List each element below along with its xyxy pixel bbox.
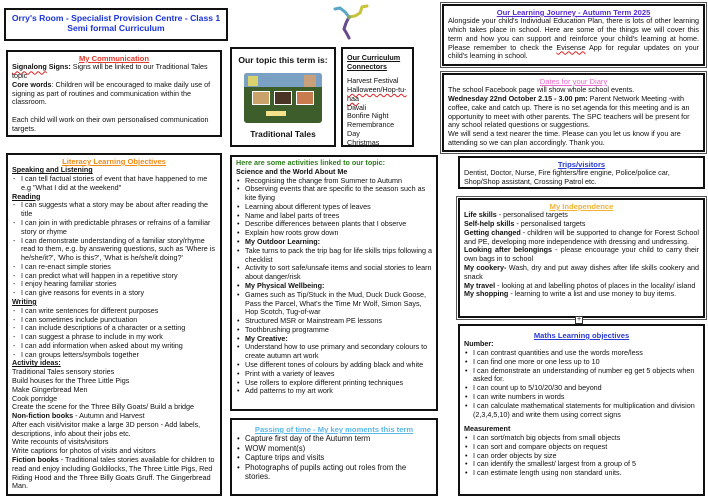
reading-heading: Reading [12, 191, 41, 201]
trips-text: Dentist, Doctor, Nurse, Fire fighters/fire engine, Police/police car, Shop/Shop assistant, Crossing Patrol etc. [464, 168, 670, 187]
list-item: • Name and label parts of trees [236, 212, 432, 221]
list-item: - I can groups letters/symbols together [12, 351, 216, 360]
core-words-label: Core words [12, 79, 52, 89]
independence-item [464, 246, 699, 264]
list-item: • I can find one more or one less up to 10 [464, 358, 699, 367]
independence-label: Getting changed [464, 227, 521, 237]
list-item: • Toothbrushing programme [236, 326, 432, 335]
activity-idea: Write captions for photos of visits and visitors [12, 446, 156, 456]
independence-text: - looking at and labelling photos of places in the locality/ island [495, 280, 696, 290]
activity-idea: Build houses for the Three Little Pigs [12, 376, 130, 385]
list-item: - I can demonstrate understanding of a familiar story/rhyme read to them, e.g. by answering questions, such as 'Where is he/she/it?', 'Who is this?', 'What is he/she/it doing?' [12, 237, 216, 263]
activity-idea: Create the scene for the Three Billy Goats/ Build a bridge [12, 402, 195, 412]
independence-item [464, 290, 699, 299]
list-item: • I can identify the smallest/ largest from a group of 5 [464, 460, 699, 469]
diary-line: We will send a text nearer the time. Please can you let us know if you are attending so we can plan accordingly. Thank you. [448, 129, 681, 147]
literacy-title: Literacy Learning Objectives [62, 157, 166, 166]
connector-item: Diwali [347, 102, 367, 112]
list-item: • I can sort and compare objects on request [464, 443, 699, 452]
list-item: • I can estimate length using non standard units. [464, 469, 699, 478]
independence-text: - children will be supported to change for Forest School and PE, developing more independence with dressing and undressing. [464, 227, 699, 246]
learning-journey-title: Our Learning Journey - Autumn Term 2025 [496, 8, 651, 17]
independence-title: My Independence [549, 202, 614, 211]
triskelion-logo-icon [331, 3, 371, 41]
independence-text: - learning to write a list and use money to buy items. [508, 289, 677, 299]
independence-label: Self-help skills [464, 219, 515, 229]
resize-handle[interactable]: + [576, 316, 582, 323]
list-item: • Observing events that are specific to the season such as kite flying [236, 185, 432, 203]
independence-text: - please encourage your child to carry their own bags in to school [464, 245, 699, 264]
fiction-label: Fiction books [12, 455, 59, 465]
writing-list [12, 307, 216, 360]
independence-label: My shopping [464, 289, 509, 299]
activities-heading: Here are some activities linked to our topic: [236, 158, 385, 167]
physical-heading: • My Physical Wellbeing: [236, 282, 432, 291]
journey-text-part: App for regular updates on your child's learning in school. [448, 42, 699, 61]
core-words-paragraph [12, 81, 216, 107]
list-item: - I enjoy hearing familiar stories [12, 280, 216, 289]
list-item: • WOW moment(s) [236, 444, 432, 454]
learning-journey-panel [442, 4, 705, 66]
reading-list [12, 201, 216, 298]
independence-panel [458, 198, 705, 318]
list-item: • I can demonstrate an understanding of number eg get 5 objects when asked for. [464, 367, 699, 385]
connectors-heading: Our Curriculum Connectors [347, 53, 401, 71]
list-item: • Capture first day of the Autumn term [236, 434, 432, 444]
independence-text: - personalised targets [514, 219, 586, 229]
topic-activities-panel [230, 155, 438, 411]
list-item: • Use rollers to explore different printing techniques [236, 379, 432, 388]
passing-of-time-panel [230, 418, 438, 496]
list-item: - I can include descriptions of a character or a setting [12, 324, 216, 333]
list-item: • I can calculate mathematical statements for multiplication and division (2,3,4,5,10) and write them using correct signs [464, 402, 699, 420]
list-item: - I can write sentences for different purposes [12, 307, 216, 316]
list-item: • Games such as Tip/Stuck in the Mud, Duck Duck Goose, Pass the Parcel, What's the Time Mr Wolf, Simon Says, Hop Scotch, Tug-of-war [236, 291, 432, 317]
targets-paragraph: Each child will work on their own personalised communication targets. [12, 115, 209, 133]
diary-event [448, 95, 699, 130]
list-item: • I can write numbers in words [464, 393, 699, 402]
list-item: • Explain how roots grow down [236, 229, 432, 238]
page-title-line2: Semi formal Curriculum [67, 23, 165, 34]
writing-heading: Writing [12, 296, 37, 306]
fiction-text: - Traditional tales stories available for children to read and enjoy including Goldilocks, The Three Little Pigs, Red Riding Hood and the Three Billy Goats Gruff. The Gingerbread Man. [12, 455, 215, 491]
list-item: • Learning about different types of leaves [236, 203, 432, 212]
diary-event-text: Parent Network Meeting -with coffee, cake and catch up. There is no set agenda for this meeting and is an opportunity to meet with other parents. The SPC teachers will be present for any school related questions or suggestions. [448, 94, 690, 130]
passing-title: Passing of time - My key moments this term [254, 425, 414, 434]
speaking-heading: Speaking and Listening [12, 165, 93, 175]
nonfiction-label: Non-fiction books [12, 411, 74, 421]
number-list [464, 349, 699, 419]
communication-title: My Communication [78, 54, 150, 63]
independence-text: - personalised targets [496, 210, 568, 220]
independence-label: My travel [464, 280, 496, 290]
maths-panel [458, 324, 705, 496]
list-item: • I can count up to 5/10/20/30 and beyond [464, 384, 699, 393]
list-item: • Describe differences between plants that I observe [236, 220, 432, 229]
connector-item: Christmas [347, 137, 380, 147]
number-heading: Number: [464, 339, 494, 349]
connector-item: Harvest Festival [347, 76, 399, 86]
list-item: • Capture trips and visits [236, 453, 432, 463]
fiction-line [12, 456, 216, 491]
independence-item [464, 264, 699, 282]
independence-text: Wash, dry and put away dishes after life skills cookery and snack [464, 262, 699, 281]
measurement-list [464, 434, 699, 478]
page-title-line1: Orry's Room - Specialist Provision Centre - Class 1 [11, 13, 221, 23]
list-item: • Use different tones of colours by adding black and white [236, 361, 432, 370]
list-item: • Understand how to use primary and secondary colours to create autumn art work [236, 343, 432, 361]
communication-panel [6, 50, 222, 137]
list-item: - I can sometimes include punctuation [12, 316, 216, 325]
diary-line: The school Facebook page will show whole school events. [448, 85, 635, 95]
activity-idea: Traditional Tales sensory stories [12, 367, 115, 377]
diary-event-date: Wednesday 22nd October 2.15 - 3.00 pm: [448, 94, 588, 104]
outdoor-heading: • My Outdoor Learning: [236, 238, 432, 247]
topic-photo [244, 73, 322, 123]
signalong-label-rest: Signs: [46, 62, 71, 72]
list-item: • I can sort/match big objects from small objects [464, 434, 699, 443]
curriculum-connectors-panel [341, 47, 414, 147]
connector-item: Remembrance Day [347, 120, 395, 138]
list-item: - I can give reasons for events in a story [12, 289, 216, 298]
topic-panel [230, 47, 336, 147]
trips-visitors-panel [458, 156, 705, 189]
list-item: • Add patterns to my art work [236, 387, 432, 396]
list-item: - I can predict what will happen in a repetitive story [12, 272, 216, 281]
activity-idea: After each visit/visitor make a large 3D person - Add labels, descriptions, info about their jobs etc. [12, 419, 201, 438]
app-name: Evisense [556, 42, 586, 52]
list-item: • Structured MSR or Mainstream PE lessons [236, 317, 432, 326]
list-item: • Take turns to pack the trip bag for life skills trips following a checklist [236, 247, 432, 265]
list-item: • I can contrast quantities and use the words more/less [464, 349, 699, 358]
topic-name: Traditional Tales [250, 129, 316, 140]
independence-label: My cookery- [464, 262, 507, 272]
topic-heading: Our topic this term is: [238, 55, 328, 65]
literacy-panel [6, 153, 222, 496]
page-title-box [4, 8, 228, 41]
passing-list [236, 434, 432, 482]
independence-label: Looking after belongings [464, 245, 553, 255]
journey-text-part: Alongside your child's Individual Education Plan, there is lots of other learning which takes place in school. Here are some of the things we will cover this term and how you can support and reinforce your child's learning at home. Please remember to check the [448, 16, 699, 52]
dates-diary-panel [442, 73, 705, 152]
connector-item: Bonfire Night [347, 111, 389, 121]
activity-idea: Make Gingerbread Men [12, 384, 88, 394]
speaking-list [12, 175, 216, 193]
list-item: - I can re-enact simple stories [12, 263, 216, 272]
list-item: - I can suggests what a story may be about after reading the title [12, 201, 216, 219]
independence-item [464, 229, 699, 247]
nonfiction-text: - Autumn and Harvest [73, 411, 145, 421]
activity-ideas-heading: Activity ideas: [12, 358, 61, 368]
science-heading: Science and the World About Me [236, 166, 348, 176]
list-item: • Activity to sort safe/unsafe items and social stories to learn about danger/risk [236, 264, 432, 282]
diary-title: Dates for your Diary [539, 77, 608, 86]
activity-idea: Cook porridge [12, 393, 58, 403]
science-list [236, 177, 432, 397]
independence-label: Life skills [464, 210, 497, 220]
core-words-text: : Children will be encouraged to make daily use of signing as part of routines and communication within the classroom. [12, 79, 211, 107]
signalong-paragraph [12, 63, 216, 81]
list-item: • I can order objects by size [464, 452, 699, 461]
list-item: • Recognising the change from Summer to Autumn [236, 177, 432, 186]
list-item: • Print with a variety of leaves [236, 370, 432, 379]
list-item: - I can tell factual stories of event that have happened to me e.g "What I did at the weekend" [12, 175, 216, 193]
list-item: - I can suggest a phrase to include in my work [12, 333, 216, 342]
list-item: - I can join in with predictable phrases or refrains of a familiar story or rhyme [12, 219, 216, 237]
creative-heading: • My Creative: [236, 335, 432, 344]
measurement-heading: Measurement [464, 424, 511, 434]
connector-item: Halloween/Hop-tu-naa [347, 85, 407, 103]
signalong-label: Signalong [12, 62, 47, 72]
maths-title: Maths Learning objectives [533, 331, 630, 340]
list-item: - I can add information when asked about my writing [12, 342, 216, 351]
learning-journey-text [448, 17, 699, 61]
activity-idea: Write recounts of visits/visitors [12, 437, 109, 447]
trips-title: Trips/visitors [557, 160, 606, 169]
signalong-text: Signs will be linked to our Traditional Tales topic [12, 62, 208, 81]
list-item: • Photographs of pupils acting out roles from the stories. [236, 463, 432, 482]
